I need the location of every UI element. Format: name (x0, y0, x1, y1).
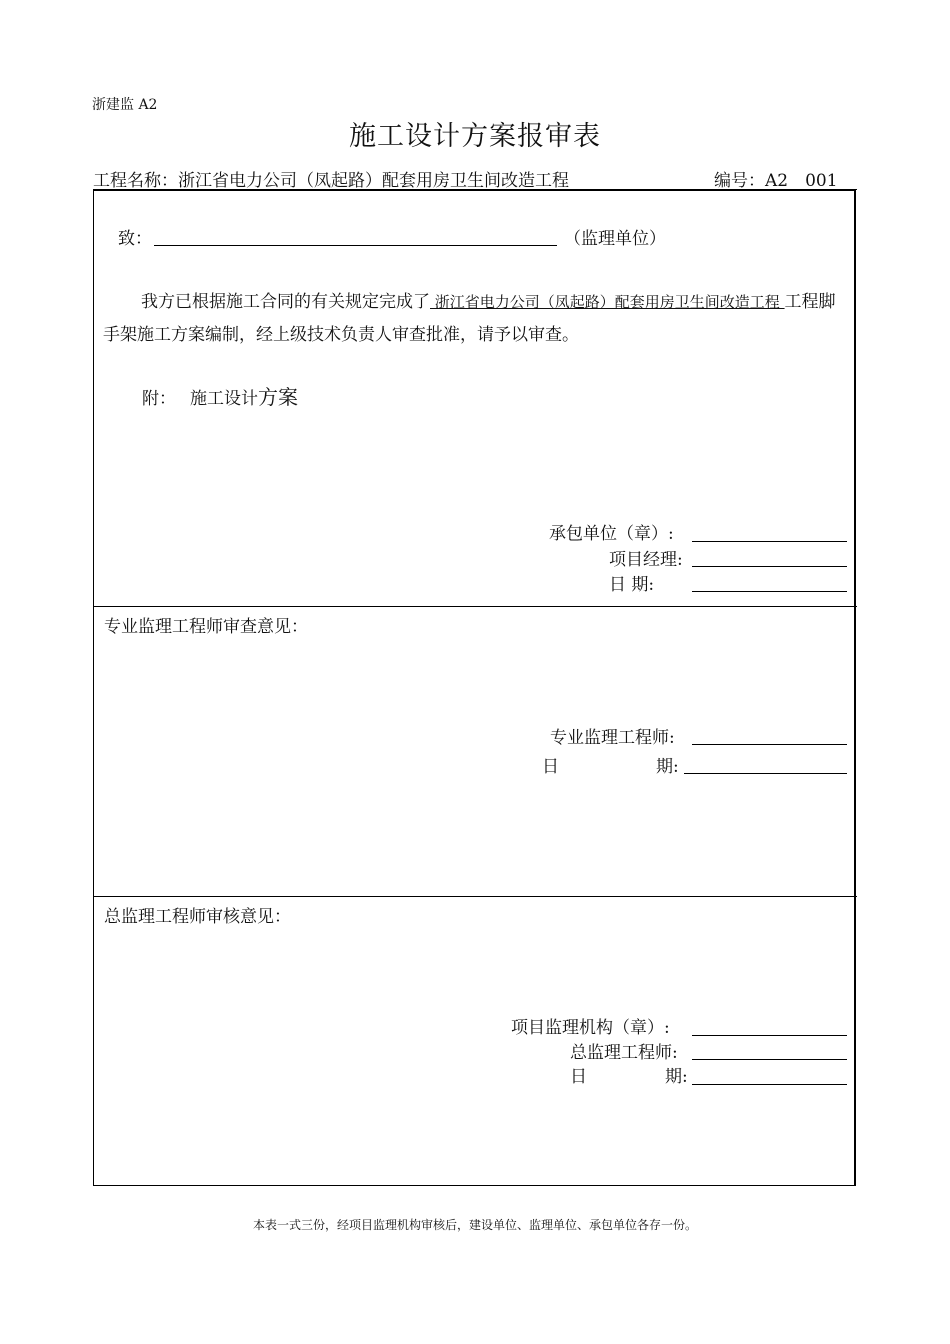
contractor-field[interactable] (692, 541, 847, 542)
date-field-2[interactable] (684, 773, 847, 774)
attach-label: 附： (142, 389, 176, 409)
manager-field[interactable] (692, 566, 847, 567)
engineer-field[interactable] (692, 744, 847, 745)
page-title: 施工设计方案报审表 (349, 121, 601, 152)
section-divider-2 (93, 896, 857, 897)
attach-text-1: 施工设计 (190, 389, 258, 409)
chief-field[interactable] (692, 1059, 847, 1060)
engineer-review-heading: 专业监理工程师审查意见： (104, 617, 308, 637)
attachment-title (190, 381, 298, 410)
project-name: 浙江省电力公司（凤起路）配套用房卫生间改造工程 (178, 171, 569, 191)
body-suffix: 工程脚手架施工方案编制，经上级技术负责人审查批准，请予以审查。 (103, 292, 836, 345)
footer-note: 本表一式三份，经项目监理机构审核后，建设单位、监理单位、承包单位各存一份。 (252, 1218, 697, 1232)
supervisor-unit-field[interactable] (154, 245, 557, 246)
contractor-label: 承包单位（章）: (549, 524, 674, 544)
date-label-1: 日 期: (609, 575, 655, 595)
org-field[interactable] (692, 1035, 847, 1036)
supervisor-unit-suffix: （监理单位） (564, 229, 666, 249)
date-label-3-left: 日 (570, 1067, 587, 1087)
org-label: 项目监理机构（章）: (511, 1018, 670, 1038)
date-label-2-right: 期: (656, 757, 679, 777)
project-name-row (93, 166, 569, 191)
date-label-3-right: 期: (665, 1067, 688, 1087)
form-number (714, 166, 838, 191)
number-value: A2__001 (765, 171, 838, 191)
to-label: 致： (118, 229, 152, 249)
attach-text-2: 方案 (258, 385, 298, 409)
date-field-3[interactable] (692, 1084, 847, 1085)
number-label: 编号： (714, 171, 765, 191)
form-code: 浙建监 A2 (92, 97, 158, 113)
body-project: 浙江省电力公司（凤起路）配套用房卫生间改造工程 (430, 293, 785, 311)
application-paragraph (103, 286, 848, 352)
chief-review-heading: 总监理工程师审核意见： (104, 907, 291, 927)
engineer-label: 专业监理工程师: (550, 728, 675, 748)
body-prefix: 我方已根据施工合同的有关规定完成了 (141, 292, 430, 312)
date-field-1[interactable] (692, 591, 847, 592)
chief-label: 总监理工程师: (570, 1043, 678, 1063)
date-label-2-left: 日 (542, 757, 559, 777)
manager-label: 项目经理: (609, 550, 683, 570)
section-divider-1 (93, 606, 857, 607)
project-label: 工程名称： (93, 171, 178, 191)
